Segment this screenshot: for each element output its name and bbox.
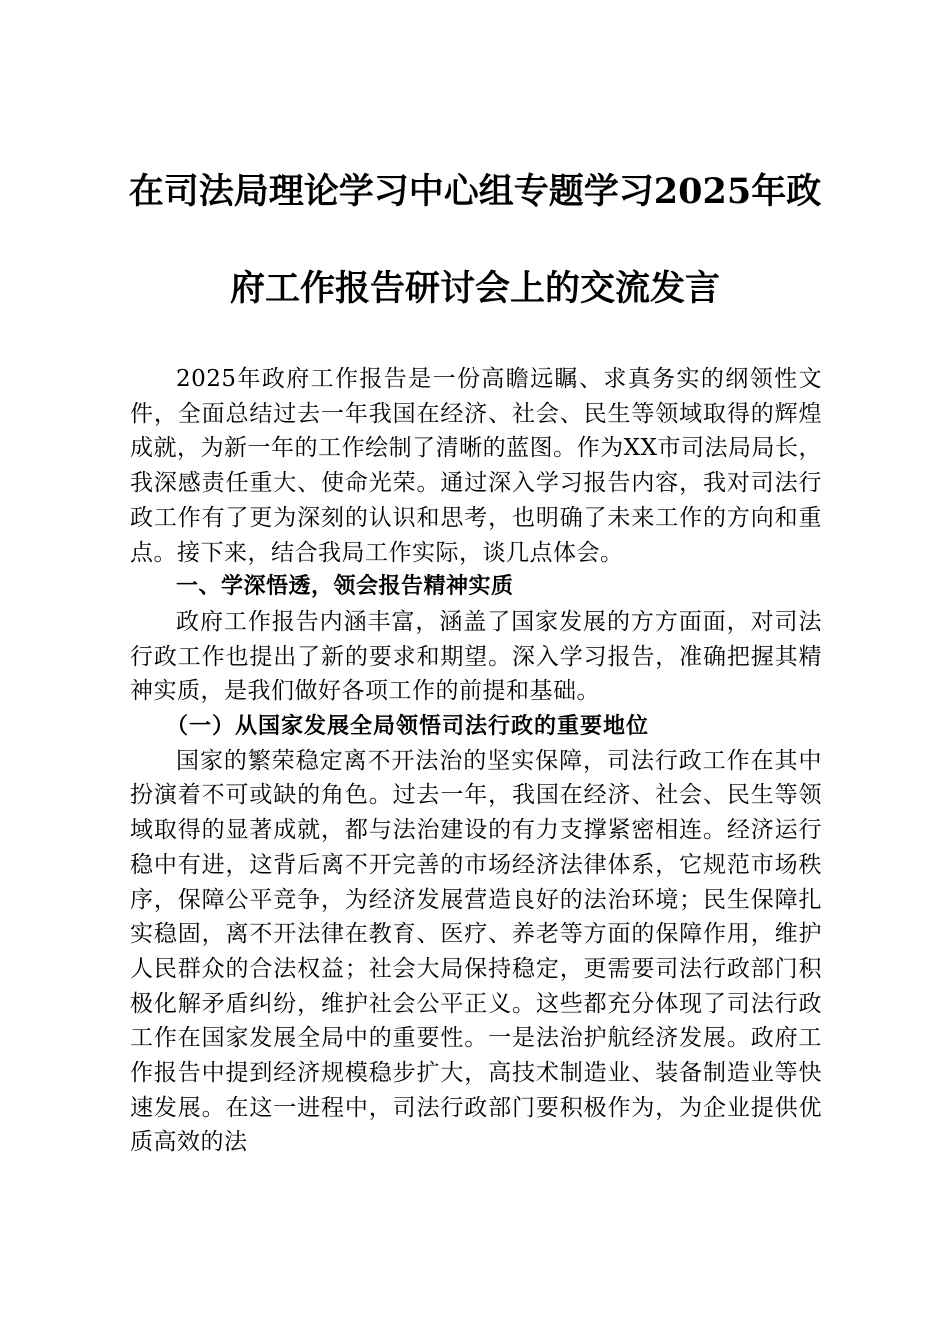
subsection-1-paragraph: 国家的繁荣稳定离不开法治的坚实保障，司法行政工作在其中扮演着不可或缺的角色。过去一年，我国在经济、社会、民生等领域取得的显著成就，都与法治建设的有力支撑紧密相连。经济运行稳中有进，这背后离不开完善的市场经济法律体系，它规范市场秩序，保障公平竞争，为经济发展营造良好的法治环境；民生保障扎实稳固，离不开法律在教育、医疗、养老等方面的保障作用，维护人民群众的合法权益；社会大局保持稳定，更需要司法行政部门积极化解矛盾纠纷，维护社会公平正义。这些都充分体现了司法行政工作在国家发展全局中的重要性。一是法治护航经济发展。政府工作报告中提到经济规模稳步扩大，高技术制造业、装备制造业等快速发展。在这一进程中，司法行政部门要积极作为，为企业提供优质高效的法 bbox=[130, 747, 822, 1156]
section-1-heading: 一、学深悟透，领会报告精神实质 bbox=[176, 574, 514, 600]
subsection-1-heading: （一）从国家发展全局领悟司法行政的重要地位 bbox=[166, 713, 650, 740]
document-title-line-1: 在司法局理论学习中心组专题学习2025年政 bbox=[128, 171, 822, 212]
section-1-paragraph: 政府工作报告内涵丰富，涵盖了国家发展的方方面面，对司法行政工作也提出了新的要求和期望。深入学习报告，准确把握其精神实质，是我们做好各项工作的前提和基础。 bbox=[130, 608, 822, 705]
document-title-line-2: 府工作报告研讨会上的交流发言 bbox=[229, 268, 720, 309]
document-body bbox=[130, 362, 822, 1160]
intro-paragraph: 2025年政府工作报告是一份高瞻远瞩、求真务实的纲领性文件，全面总结过去一年我国在经济、社会、民生等领域取得的辉煌成就，为新一年的工作绘制了清晰的蓝图。作为XX市司法局局长，我深感责任重大、使命光荣。通过深入学习报告内容，我对司法行政工作有了更为深刻的认识和思考，也明确了未来工作的方向和重点。接下来，结合我局工作实际，谈几点体会。 bbox=[130, 366, 822, 566]
